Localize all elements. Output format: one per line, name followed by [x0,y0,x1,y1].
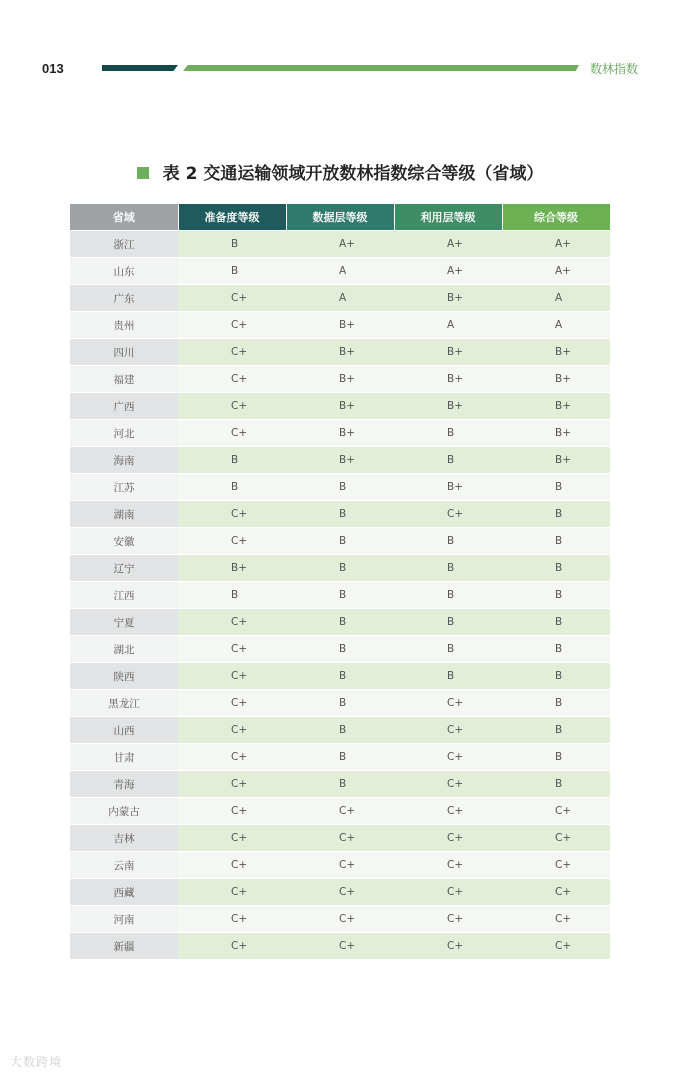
grade-cell: B [178,231,286,258]
grade-cell: C+ [178,312,286,339]
grade-cell: C+ [502,798,610,825]
grade-cell: B [286,663,394,690]
grade-cell: C+ [286,933,394,960]
table-row [70,744,610,771]
watermark: 大数跨境 [10,1055,63,1069]
grade-cell: A [286,258,394,285]
province-cell: 甘肃 [70,744,178,771]
header-overall: 综合等级 [502,204,610,231]
province-cell: 陕西 [70,663,178,690]
table-row [70,474,610,501]
province-cell: 吉林 [70,825,178,852]
grade-cell: B [178,474,286,501]
table-row [70,258,610,285]
grade-cell: B+ [286,393,394,420]
grade-cell: B [502,771,610,798]
table-title: 表 2 交通运输领域开放数林指数综合等级（省域） [162,164,544,184]
grade-cell: B [502,744,610,771]
grade-cell: C+ [286,879,394,906]
province-cell: 广东 [70,285,178,312]
grade-cell: C+ [502,879,610,906]
grade-cell: B [502,501,610,528]
header-bar-green [183,65,579,71]
grade-cell: B [394,663,502,690]
grade-cell: C+ [178,933,286,960]
grade-cell: B [502,528,610,555]
grade-cell: A+ [502,258,610,285]
grade-cell: B+ [286,447,394,474]
header-province: 省域 [70,204,178,231]
province-cell: 云南 [70,852,178,879]
table-row [70,717,610,744]
table-row [70,447,610,474]
grade-cell: C+ [502,906,610,933]
table-row [70,393,610,420]
grade-cell: C+ [394,906,502,933]
grade-cell: C+ [178,825,286,852]
grade-cell: B [286,771,394,798]
grade-cell: A+ [286,231,394,258]
grade-cell: C+ [178,744,286,771]
grade-cell: C+ [178,663,286,690]
grade-cell: C+ [286,798,394,825]
grade-cell: B [286,636,394,663]
grade-cell: C+ [394,933,502,960]
table-row [70,582,610,609]
grade-cell: C+ [178,636,286,663]
province-cell: 内蒙古 [70,798,178,825]
province-cell: 广西 [70,393,178,420]
grade-cell: B [502,609,610,636]
grade-cell: C+ [178,528,286,555]
grade-cell: B [178,582,286,609]
province-cell: 江西 [70,582,178,609]
header-data-layer: 数据层等级 [286,204,394,231]
grade-cell: B+ [502,393,610,420]
grade-cell: B [286,582,394,609]
grade-cell: B [286,501,394,528]
table-header-row [70,204,610,231]
grade-cell: C+ [394,690,502,717]
grade-cell: A [502,312,610,339]
province-cell: 江苏 [70,474,178,501]
grade-cell: B [502,663,610,690]
province-cell: 河南 [70,906,178,933]
grade-cell: C+ [178,852,286,879]
province-cell: 四川 [70,339,178,366]
table-row [70,636,610,663]
grade-cell: B+ [502,447,610,474]
grade-cell: C+ [178,609,286,636]
table-row [70,501,610,528]
grade-cell: C+ [502,825,610,852]
province-cell: 安徽 [70,528,178,555]
table-row [70,231,610,258]
table-row [70,285,610,312]
table-row [70,852,610,879]
grade-cell: C+ [394,717,502,744]
province-cell: 海南 [70,447,178,474]
grade-cell: B [286,609,394,636]
grade-cell: B [502,636,610,663]
grade-cell: C+ [178,339,286,366]
grade-cell: B [286,474,394,501]
grade-cell: C+ [394,771,502,798]
grade-cell: C+ [502,852,610,879]
province-cell: 湖南 [70,501,178,528]
grade-cell: A+ [394,258,502,285]
province-cell: 福建 [70,366,178,393]
province-cell: 湖北 [70,636,178,663]
grade-cell: C+ [178,798,286,825]
grade-cell: C+ [178,501,286,528]
grade-cell: A [502,285,610,312]
province-cell: 河北 [70,420,178,447]
grade-cell: B+ [394,366,502,393]
grade-cell: B+ [502,366,610,393]
grade-cell: B [502,582,610,609]
province-cell: 黑龙江 [70,690,178,717]
grade-cell: C+ [394,501,502,528]
grade-cell: B+ [286,420,394,447]
table-row [70,312,610,339]
table-row [70,528,610,555]
province-cell: 西藏 [70,879,178,906]
table-row [70,663,610,690]
grade-cell: C+ [178,906,286,933]
table-row [70,879,610,906]
grade-cell: B [178,258,286,285]
grade-cell: B+ [394,393,502,420]
grade-cell: B+ [286,366,394,393]
grade-cell: B [502,690,610,717]
grade-cell: C+ [178,420,286,447]
grade-cell: B+ [394,339,502,366]
grade-cell: B [286,555,394,582]
table-row [70,366,610,393]
grade-cell: B [394,528,502,555]
grade-cell: B [286,717,394,744]
grade-cell: B [286,744,394,771]
grade-cell: C+ [394,825,502,852]
grade-cell: A [286,285,394,312]
table-row [70,825,610,852]
province-cell: 山西 [70,717,178,744]
grade-cell: B [394,609,502,636]
grade-cell: A+ [502,231,610,258]
grade-table [70,204,611,959]
table-title-row [0,159,680,184]
grade-cell: B [394,447,502,474]
table-row [70,420,610,447]
grade-cell: C+ [178,690,286,717]
header-usage-layer: 利用层等级 [394,204,502,231]
table-row [70,555,610,582]
grade-cell: B [502,474,610,501]
grade-cell: B+ [286,339,394,366]
grade-cell: C+ [286,906,394,933]
header-bar-dark [102,65,178,71]
table-row [70,771,610,798]
table-row [70,933,610,960]
grade-cell: C+ [178,285,286,312]
grade-cell: B [286,528,394,555]
province-cell: 贵州 [70,312,178,339]
grade-cell: B+ [178,555,286,582]
grade-cell: B [502,717,610,744]
grade-cell: B [394,420,502,447]
province-cell: 新疆 [70,933,178,960]
grade-cell: B [286,690,394,717]
page-number: 013 [42,61,64,76]
grade-cell: B [178,447,286,474]
table-row [70,906,610,933]
grade-cell: C+ [394,798,502,825]
province-cell: 山东 [70,258,178,285]
grade-cell: C+ [178,717,286,744]
grade-cell: B+ [502,420,610,447]
grade-cell: B [394,555,502,582]
grade-cell: B+ [394,285,502,312]
grade-cell: C+ [394,879,502,906]
table-row [70,609,610,636]
table-row [70,690,610,717]
grade-cell: C+ [178,879,286,906]
grade-cell: C+ [178,393,286,420]
province-cell: 青海 [70,771,178,798]
table-row [70,339,610,366]
grade-cell: C+ [178,771,286,798]
province-cell: 宁夏 [70,609,178,636]
grade-cell: B+ [502,339,610,366]
brand-label: 数林指数 [589,62,638,76]
square-bullet-icon [137,167,149,179]
province-cell: 辽宁 [70,555,178,582]
grade-cell: C+ [394,852,502,879]
province-cell: 浙江 [70,231,178,258]
table-row [70,798,610,825]
grade-cell: C+ [394,744,502,771]
grade-cell: C+ [502,933,610,960]
header-readiness: 准备度等级 [178,204,286,231]
grade-cell: C+ [286,852,394,879]
grade-cell: A+ [394,231,502,258]
grade-cell: A [394,312,502,339]
grade-cell: C+ [178,366,286,393]
grade-cell: B+ [394,474,502,501]
grade-cell: B+ [286,312,394,339]
grade-cell: B [394,636,502,663]
grade-cell: B [394,582,502,609]
grade-cell: C+ [286,825,394,852]
grade-cell: B [502,555,610,582]
